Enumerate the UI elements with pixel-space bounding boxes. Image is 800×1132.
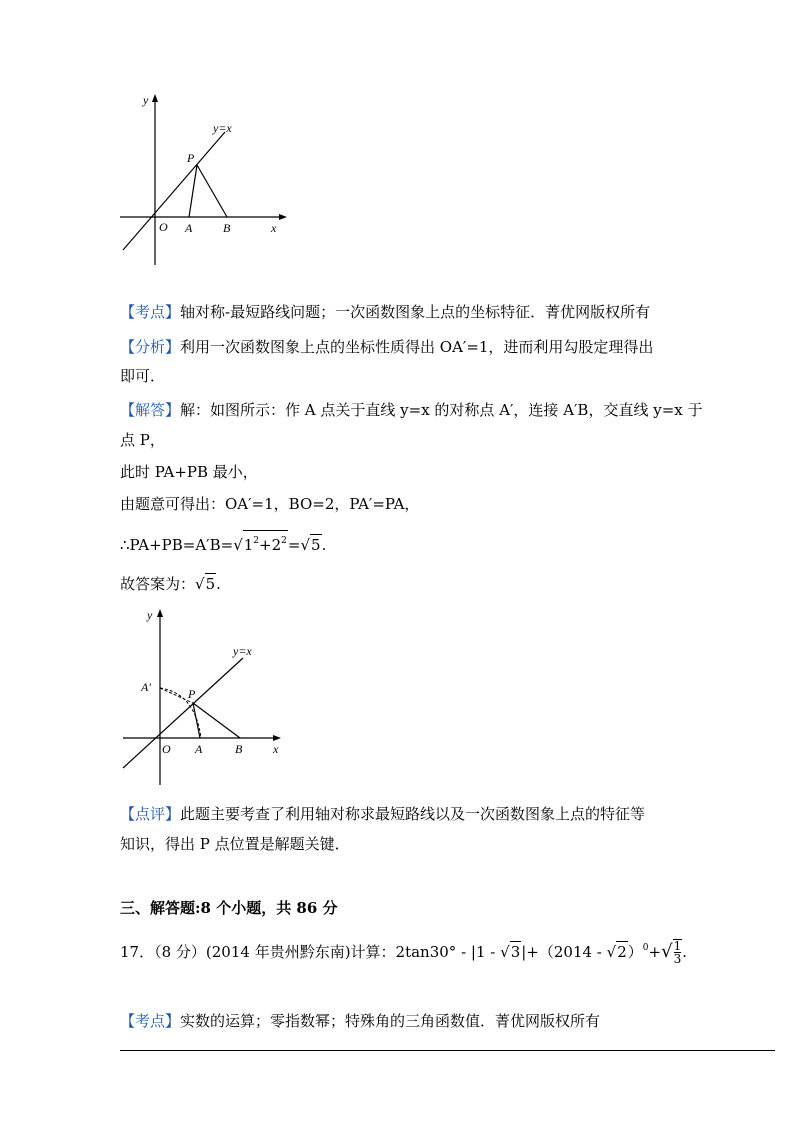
q17-mid: |+（2014 - xyxy=(521,943,607,961)
label-y: y xyxy=(143,93,149,107)
kaodian-text: 轴对称-最短路线问题；一次函数图象上点的坐标特征．菁优网版权所有 xyxy=(180,303,651,321)
footer-rule xyxy=(120,1050,775,1051)
jieda-4: 由题意可得出：OA′=1，BO=2，PA′=PA， xyxy=(120,495,420,513)
label-a-2: A xyxy=(195,742,203,756)
x-arrow xyxy=(279,214,287,220)
dianping-text-1: 此题主要考查了利用轴对称求最短路线以及一次函数图象上点的特征等 xyxy=(180,805,646,823)
kaodian-tag: 【考点】 xyxy=(120,303,181,321)
answer-prefix: 故答案为： xyxy=(120,575,196,593)
line-y-equals-x xyxy=(123,132,225,250)
figure-1 xyxy=(115,90,295,270)
label-a-prime: A′ xyxy=(141,680,151,694)
answer-sqrt: √5 xyxy=(195,575,216,593)
answer-rad: 5 xyxy=(205,575,216,593)
jieda-tag: 【解答】 xyxy=(120,401,181,419)
label-x: x xyxy=(271,221,277,235)
label-a: A xyxy=(185,221,193,235)
dianping-tag: 【点评】 xyxy=(120,805,181,823)
label-o-2: O xyxy=(162,742,171,756)
fenxi-2: 即可． xyxy=(120,367,166,385)
question-17 xyxy=(120,938,687,965)
figure-2 xyxy=(115,603,295,793)
label-p-2: P xyxy=(188,687,196,701)
q17-zero: 0 xyxy=(642,943,649,953)
jieda-2: 点 P， xyxy=(120,431,165,449)
label-y-2: y xyxy=(147,608,153,622)
exp-1: 2 xyxy=(253,536,260,546)
eq: = xyxy=(287,536,301,554)
label-p: P xyxy=(187,151,195,165)
q17-num: 1 xyxy=(673,939,682,953)
sqrt-5: √5 xyxy=(300,536,321,554)
label-o: O xyxy=(159,220,168,234)
kaodian-1 xyxy=(120,302,650,322)
q17-prefix: 17．（8 分）(2014 年贵州黔东南)计算：2tan30° - |1 - xyxy=(120,943,501,961)
q17-two: 2 xyxy=(617,943,627,961)
rad-plus: +2 xyxy=(259,536,282,554)
label-b: B xyxy=(223,221,231,235)
segment-pb-2 xyxy=(193,703,240,738)
kaodian-2 xyxy=(120,1011,600,1031)
label-line-2: y=x xyxy=(233,644,252,658)
q17-den: 3 xyxy=(673,952,682,966)
y-arrow xyxy=(152,94,158,102)
q17-end: . xyxy=(682,943,687,961)
dianping-2: 知识，得出 P 点位置是解题关键． xyxy=(120,835,350,853)
dianping-1 xyxy=(120,804,645,824)
jieda-6 xyxy=(120,573,221,594)
line-y-equals-x-2 xyxy=(123,658,243,768)
label-line: y=x xyxy=(213,121,232,135)
label-b-2: B xyxy=(235,742,243,756)
kaodian-2-text: 实数的运算；零指数幂；特殊角的三角函数值．菁优网版权所有 xyxy=(180,1012,601,1030)
q17-sqrt2: √2 xyxy=(606,943,627,961)
q17-frac-sqrt: √ $\frac{1}{3}$ xyxy=(661,939,682,966)
q17-plus: + xyxy=(648,943,662,961)
sqrt-expr: $√1^2+2^2$ xyxy=(233,530,288,555)
jieda-5-prefix: ∴PA+PB=A′B= xyxy=(120,536,234,554)
q17-close: ） xyxy=(627,943,643,961)
q17-sqrt3: √3 xyxy=(500,943,521,961)
rad-5: 5 xyxy=(311,536,321,554)
label-x-2: x xyxy=(273,742,279,756)
segment-pa-2 xyxy=(193,703,200,738)
x-arrow-2 xyxy=(273,735,281,741)
jieda-5 xyxy=(120,530,326,555)
fenxi-1 xyxy=(120,337,653,357)
jieda-1 xyxy=(120,400,703,420)
section-heading: 三、解答题:8 个小题，共 86 分 xyxy=(120,899,338,917)
y-arrow-2 xyxy=(157,609,163,617)
answer-end: . xyxy=(216,575,221,593)
rad-a: 1 xyxy=(243,536,254,554)
jieda-3: 此时 PA+PB 最小， xyxy=(120,463,258,481)
exp-2: 2 xyxy=(281,536,287,546)
fenxi-tag: 【分析】 xyxy=(120,338,181,356)
fenxi-text-1: 利用一次函数图象上点的坐标性质得出 OA′=1，进而利用勾股定理得出 xyxy=(180,338,654,356)
kaodian-2-tag: 【考点】 xyxy=(120,1012,181,1030)
q17-three: 3 xyxy=(510,943,521,961)
segment-pb xyxy=(197,165,227,217)
end-dot: . xyxy=(321,536,327,554)
jieda-line-1: 解：如图所示：作 A 点关于直线 y=x 的对称点 A′，连接 A′B，交直线 y=x 于 xyxy=(180,401,703,419)
